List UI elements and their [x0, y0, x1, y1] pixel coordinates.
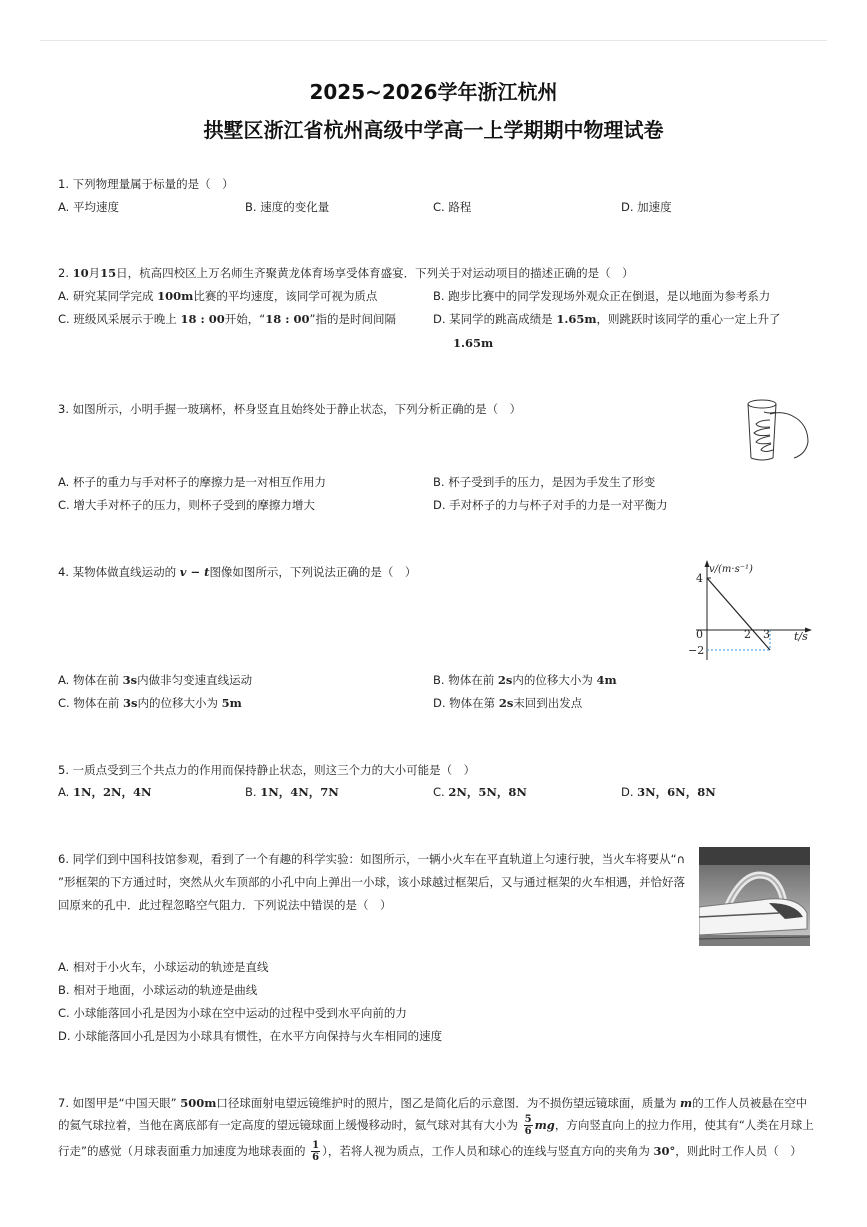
question-2-stem: 2. 10月15日，杭高四校区上万名师生齐聚黄龙体育场享受体育盛宴．下列关于对运动项目的描述正确的是（ ）: [58, 266, 634, 280]
q5-option-c[interactable]: C. 2N，5N，8N: [433, 785, 527, 799]
q6-option-b[interactable]: B. 相对于地面，小球运动的轨迹是曲线: [58, 983, 258, 997]
velocity-time-graph: [680, 558, 815, 662]
q4-option-d[interactable]: D. 物体在第 2s末回到出发点: [433, 696, 583, 710]
q5-option-b[interactable]: B. 1N，4N，7N: [245, 785, 339, 799]
graph-y-tick-4: 4: [696, 572, 703, 585]
q2-option-d-continued: 1.65m: [453, 336, 494, 350]
hand-holding-glass-figure: [740, 392, 812, 464]
page-subtitle: 拱墅区浙江省杭州高级中学高一上学期期中物理试卷: [203, 118, 664, 142]
q2-option-a[interactable]: A. 研究某同学完成 100m比赛的平均速度，该同学可视为质点: [58, 289, 378, 303]
question-1-stem: 1. 下列物理量属于标量的是（ ）: [58, 177, 234, 191]
page-top-divider: [40, 40, 827, 41]
q2-option-c[interactable]: C. 班级风采展示于晚上 18 : 00开始，“18 : 00”指的是时间间隔: [58, 312, 396, 326]
q1-option-b[interactable]: B. 速度的变化量: [245, 200, 330, 214]
graph-x-axis-label: t/s: [794, 630, 808, 643]
question-6-stem-line1: 6. 同学们到中国科技馆参观，看到了一个有趣的科学实验：如图所示，一辆小火车在平直轨道上匀速行驶，当火车将要从“∩: [58, 852, 685, 866]
q1-option-a[interactable]: A. 平均速度: [58, 200, 119, 214]
q1-option-d[interactable]: D. 加速度: [621, 200, 672, 214]
q2-option-b[interactable]: B. 跑步比赛中的同学发现场外观众正在倒退，是以地面为参考系力: [433, 289, 771, 303]
page-title: 2025~2026学年浙江杭州: [309, 80, 558, 104]
question-7-stem-line1: 7. 如图甲是“中国天眼” 500m口径球面射电望远镜维护时的照片，图乙是简化后的示意图．为不损伤望远镜球面，质量为 m的工作人员被悬在空中: [58, 1096, 808, 1110]
graph-origin-label: 0: [696, 628, 703, 641]
graph-y-axis-label: v/(m·s⁻¹): [709, 564, 753, 575]
q4-option-c[interactable]: C. 物体在前 3s内的位移大小为 5m: [58, 696, 242, 710]
question-4-stem: 4. 某物体做直线运动的 v − t图像如图所示，下列说法正确的是（ ）: [58, 565, 417, 579]
q3-option-a[interactable]: A. 杯子的重力与手对杯子的摩擦力是一对相互作用力: [58, 475, 326, 489]
graph-x-tick-3: 3: [763, 628, 770, 641]
graph-y-tick-neg2: −2: [688, 644, 705, 657]
q6-option-d[interactable]: D. 小球能落回小孔是因为小球具有惯性，在水平方向保持与火车相同的速度: [58, 1029, 443, 1043]
q3-option-b[interactable]: B. 杯子受到手的压力，是因为手发生了形变: [433, 475, 656, 489]
q3-option-d[interactable]: D. 手对杯子的力与杯子对手的力是一对平衡力: [433, 498, 668, 512]
q3-option-c[interactable]: C. 增大手对杯子的压力，则杯子受到的摩擦力增大: [58, 498, 315, 512]
q5-option-d[interactable]: D. 3N，6N，8N: [621, 785, 716, 799]
question-7-stem-line2: 的氦气球拉着，当他在离底部有一定高度的望远镜球面上缓慢移动时，氦气球对其有大小为 $\frac{5}{6}$ mg，方向竖直向上的拉力作用，使其有“人类在月球上: [58, 1114, 814, 1137]
question-7-stem-line3: 行走”的感觉（月球表面重力加速度为地球表面的 $\frac{1}{6}$ ），若将人视为质点，工作人员和球心的连线与竖直方向的夹角为 30°，则此时工作人员（ ）: [58, 1140, 802, 1163]
train-arch-photo: [699, 847, 810, 946]
q4-option-b[interactable]: B. 物体在前 2s内的位移大小为 4m: [433, 673, 617, 687]
q5-option-a[interactable]: A. 1N，2N，4N: [58, 785, 152, 799]
q1-option-c[interactable]: C. 路程: [433, 200, 472, 214]
question-6-stem-line3: 回原来的孔中．此过程忽略空气阻力．下列说法中错误的是（ ）: [58, 898, 392, 912]
q6-option-a[interactable]: A. 相对于小火车，小球运动的轨迹是直线: [58, 960, 269, 974]
question-6-stem-line2: ”形框架的下方通过时，突然从火车顶部的小孔中向上弹出一小球，该小球越过框架后，又与通过框架的火车相遇，并恰好落: [58, 875, 685, 889]
q2-option-d[interactable]: D. 某同学的跳高成绩是 1.65m，则跳跃时该同学的重心一定上升了: [433, 312, 781, 326]
q6-option-c[interactable]: C. 小球能落回小孔是因为小球在空中运动的过程中受到水平向前的力: [58, 1006, 407, 1020]
question-3-stem: 3. 如图所示，小明手握一玻璃杯，杯身竖直且始终处于静止状态，下列分析正确的是（ ）: [58, 402, 522, 416]
graph-x-tick-2: 2: [744, 628, 751, 641]
q4-option-a[interactable]: A. 物体在前 3s内做非匀变速直线运动: [58, 673, 253, 687]
question-5-stem: 5. 一质点受到三个共点力的作用而保持静止状态，则这三个力的大小可能是（ ）: [58, 763, 476, 777]
